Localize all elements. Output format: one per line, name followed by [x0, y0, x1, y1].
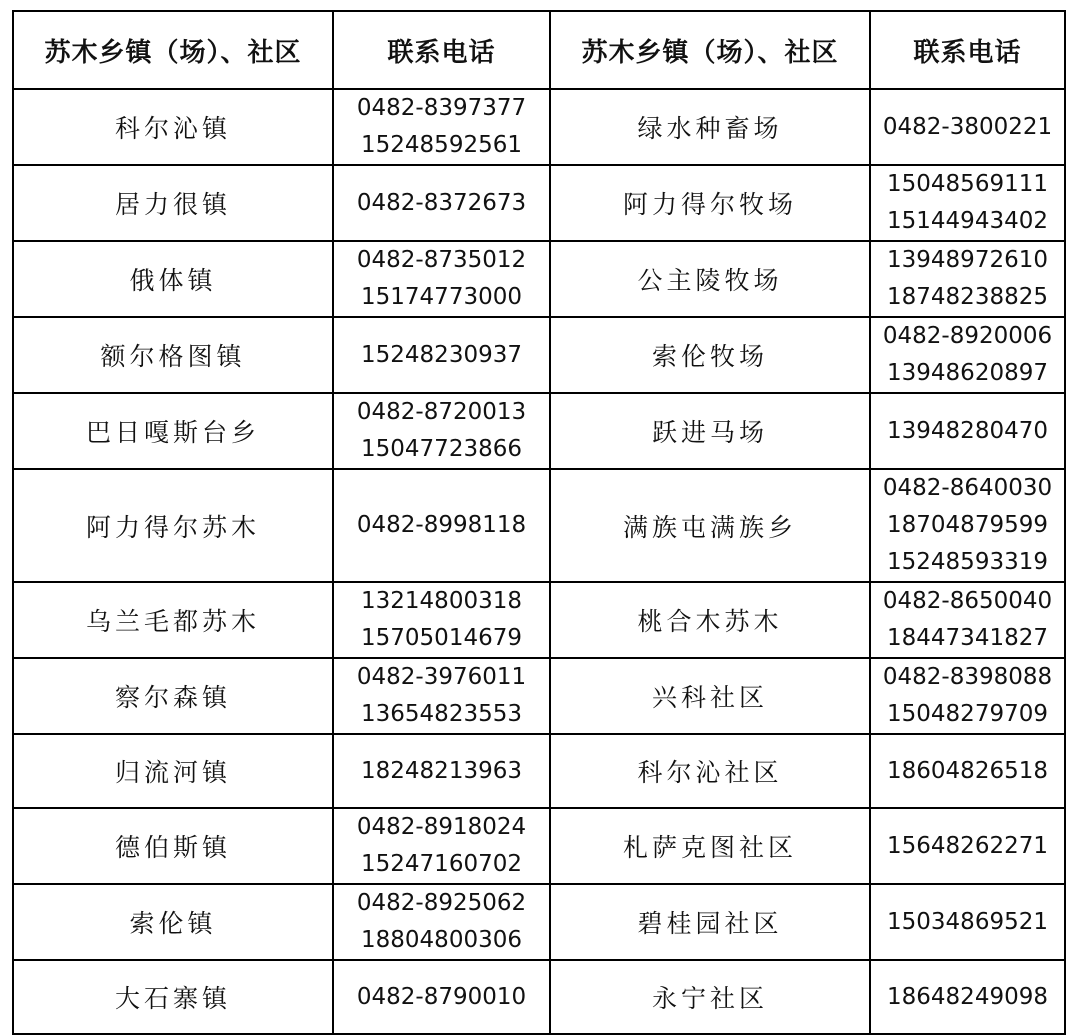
- header-row: [13, 11, 1065, 89]
- left-township-name: 德伯斯镇: [13, 808, 333, 884]
- right-phone-cell: [870, 884, 1065, 960]
- left-township-name: 阿力得尔苏木: [13, 469, 333, 582]
- left-phone-cell: [333, 884, 550, 960]
- phone-number: 0482-8920006: [882, 323, 1053, 349]
- phone-number: 15248230937: [361, 341, 522, 368]
- right-phone-cell: [870, 89, 1065, 165]
- header-township-left: 苏木乡镇（场）、社区: [13, 11, 333, 89]
- left-township-name: 归流河镇: [13, 734, 333, 808]
- phone-number: 0482-8397377: [356, 95, 527, 121]
- phone-number: 18804800306: [361, 927, 522, 953]
- right-township-name: 满族屯满族乡: [550, 469, 870, 582]
- table-row: [13, 582, 1065, 658]
- left-township-name: 俄体镇: [13, 241, 333, 317]
- left-township-name: 察尔森镇: [13, 658, 333, 734]
- table-row: [13, 734, 1065, 808]
- phone-number: 13214800318: [361, 588, 522, 614]
- left-phone-cell: [333, 582, 550, 658]
- right-phone-cell: [870, 317, 1065, 393]
- left-township-name: 乌兰毛都苏木: [13, 582, 333, 658]
- phone-number: 0482-8640030: [882, 475, 1053, 501]
- table-row: [13, 89, 1065, 165]
- table-row: [13, 808, 1065, 884]
- right-phone-cell: [870, 241, 1065, 317]
- right-township-name: 兴科社区: [550, 658, 870, 734]
- left-township-name: 巴日嘎斯台乡: [13, 393, 333, 469]
- left-township-name: 居力很镇: [13, 165, 333, 241]
- phone-number: 13654823553: [361, 701, 522, 727]
- contact-table: [12, 10, 1066, 1035]
- left-phone-cell: [333, 165, 550, 241]
- phone-number: 15034869521: [887, 908, 1048, 935]
- header-phone-right: 联系电话: [870, 11, 1065, 89]
- right-phone-cell: [870, 658, 1065, 734]
- phone-number: 15248592561: [361, 132, 522, 158]
- phone-number: 15705014679: [361, 625, 522, 651]
- phone-number: 15047723866: [361, 436, 522, 462]
- left-phone-cell: [333, 393, 550, 469]
- phone-number: 15247160702: [361, 851, 522, 877]
- phone-number: 0482-8398088: [882, 664, 1053, 690]
- phone-number: 13948972610: [887, 247, 1048, 273]
- table-row: [13, 658, 1065, 734]
- right-phone-cell: [870, 469, 1065, 582]
- phone-number: 0482-8372673: [356, 189, 527, 216]
- right-township-name: 索伦牧场: [550, 317, 870, 393]
- left-phone-cell: [333, 734, 550, 808]
- table-row: [13, 241, 1065, 317]
- phone-number: 0482-8650040: [882, 588, 1053, 614]
- table-row: [13, 317, 1065, 393]
- left-township-name: 索伦镇: [13, 884, 333, 960]
- right-township-name: 跃进马场: [550, 393, 870, 469]
- right-township-name: 阿力得尔牧场: [550, 165, 870, 241]
- phone-number: 15174773000: [361, 284, 522, 310]
- phone-number: 15048569111: [887, 171, 1048, 197]
- phone-number: 18648249098: [887, 983, 1048, 1010]
- table-row: [13, 884, 1065, 960]
- left-township-name: 科尔沁镇: [13, 89, 333, 165]
- phone-number: 18748238825: [887, 284, 1048, 310]
- phone-number: 15648262271: [887, 832, 1048, 859]
- table-row: [13, 469, 1065, 582]
- right-township-name: 碧桂园社区: [550, 884, 870, 960]
- header-phone-left: 联系电话: [333, 11, 550, 89]
- phone-number: 13948620897: [887, 360, 1048, 386]
- contact-sheet: [12, 10, 1064, 1035]
- left-phone-cell: [333, 808, 550, 884]
- phone-number: 0482-8735012: [356, 247, 527, 273]
- phone-number: 18604826518: [887, 757, 1048, 784]
- right-phone-cell: [870, 808, 1065, 884]
- right-phone-cell: [870, 165, 1065, 241]
- right-township-name: 科尔沁社区: [550, 734, 870, 808]
- phone-number: 18704879599: [887, 512, 1048, 538]
- table-body: [13, 89, 1065, 1034]
- left-township-name: 大石寨镇: [13, 960, 333, 1034]
- phone-number: 0482-8720013: [356, 399, 527, 425]
- left-phone-cell: [333, 89, 550, 165]
- phone-number: 18447341827: [887, 625, 1048, 651]
- right-township-name: 公主陵牧场: [550, 241, 870, 317]
- left-phone-cell: [333, 241, 550, 317]
- phone-number: 0482-8925062: [356, 890, 527, 916]
- left-township-name: 额尔格图镇: [13, 317, 333, 393]
- phone-number: 15144943402: [887, 208, 1048, 234]
- table-row: [13, 165, 1065, 241]
- left-phone-cell: [333, 658, 550, 734]
- phone-number: 18248213963: [361, 757, 522, 784]
- right-township-name: 桃合木苏木: [550, 582, 870, 658]
- right-phone-cell: [870, 734, 1065, 808]
- right-township-name: 永宁社区: [550, 960, 870, 1034]
- right-township-name: 绿水种畜场: [550, 89, 870, 165]
- left-phone-cell: [333, 469, 550, 582]
- right-phone-cell: [870, 393, 1065, 469]
- phone-number: 0482-8790010: [356, 983, 527, 1010]
- phone-number: 0482-3976011: [356, 664, 527, 690]
- left-phone-cell: [333, 317, 550, 393]
- right-phone-cell: [870, 582, 1065, 658]
- header-township-right: 苏木乡镇（场）、社区: [550, 11, 870, 89]
- phone-number: 0482-8998118: [356, 512, 527, 538]
- phone-number: 0482-8918024: [356, 814, 527, 840]
- right-township-name: 札萨克图社区: [550, 808, 870, 884]
- phone-number: 13948280470: [887, 417, 1048, 444]
- phone-number: 0482-3800221: [882, 113, 1053, 140]
- phone-number: 15048279709: [887, 701, 1048, 727]
- phone-number: 15248593319: [887, 549, 1048, 575]
- table-row: [13, 393, 1065, 469]
